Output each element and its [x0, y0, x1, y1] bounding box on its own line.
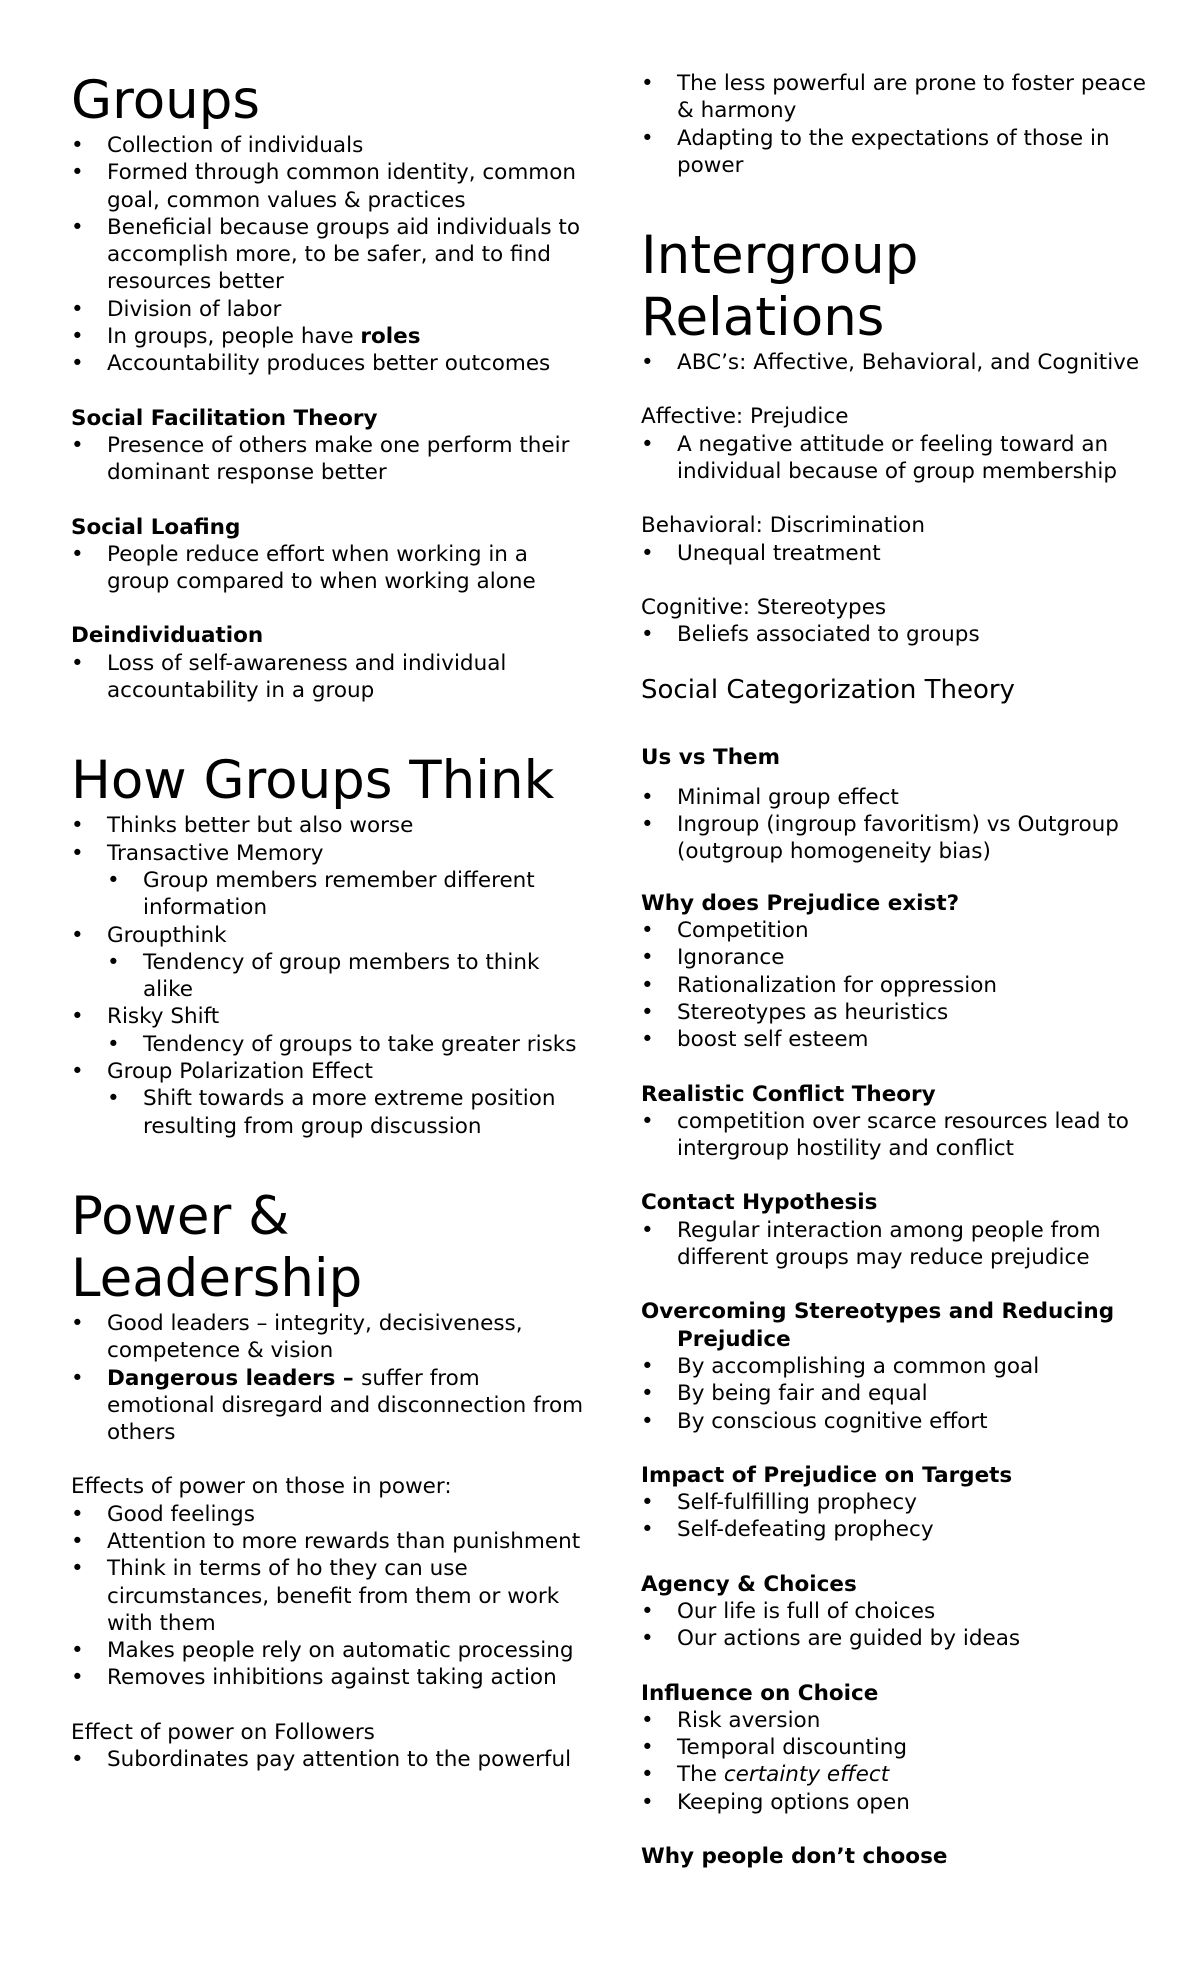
list-item: • Competition [641, 917, 1161, 944]
continued-list [641, 70, 1161, 179]
contact-hypothesis-heading: Contact Hypothesis [641, 1190, 878, 1216]
how-groups-think-title: How Groups Think [71, 750, 555, 812]
list-item: • Keeping options open [641, 1789, 1161, 1816]
list-item: • Removes inhibitions against taking action [71, 1664, 591, 1691]
realistic-conflict-heading: Realistic Conflict Theory [641, 1081, 936, 1107]
roles-prefix: In groups, people have [107, 324, 361, 350]
deindividuation-heading: Deindividuation [71, 623, 264, 649]
social-loafing-heading: Social Loafing [71, 514, 241, 540]
why-prejudice-heading: Why does Prejudice exist? [641, 890, 960, 916]
how-groups-think-list [71, 812, 591, 1140]
social-facilitation-list [71, 432, 591, 487]
effects-in-power-label: Effects of power on those in power: [71, 1474, 452, 1500]
affective-label: Affective: Prejudice [641, 404, 849, 430]
sub-list-item: • Tendency of group members to think alike [71, 949, 591, 1004]
list-item: • competition over scarce resources lead to intergroup hostility and conflict [641, 1108, 1161, 1163]
list-item: • Ignorance [641, 944, 1161, 971]
dangerous-leaders-rest: suffer from emotional disregard and disconnection from others [107, 1365, 584, 1446]
list-item: • Stereotypes as heuristics [641, 999, 1161, 1026]
effect-followers-list [71, 1746, 591, 1773]
list-item: • Transactive Memory [71, 840, 591, 867]
impact-list [641, 1489, 1161, 1544]
list-item: • Division of labor [71, 296, 591, 323]
influence-heading: Influence on Choice [641, 1680, 879, 1706]
behavioral-label: Behavioral: Discrimination [641, 513, 925, 539]
roles-bold: roles [360, 324, 421, 350]
agency-list [641, 1598, 1161, 1653]
intergroup-relations-title: Intergroup Relations [641, 225, 919, 349]
list-item: • Loss of self-awareness and individual accountability in a group [71, 650, 591, 705]
us-vs-them-list [641, 784, 1161, 866]
groups-title: Groups [71, 70, 260, 131]
list-item: • Think in terms of ho they can use circumstances, benefit from them or work with them [71, 1555, 591, 1637]
list-item: • Groupthink [71, 922, 591, 949]
list-item [71, 323, 591, 350]
list-item: • People reduce effort when working in a group compared to when working alone [71, 541, 591, 596]
left-column [71, 0, 591, 1773]
abc-list [641, 349, 1161, 376]
list-item: • Good feelings [71, 1501, 591, 1528]
list-item: • By accomplishing a common goal [641, 1353, 1161, 1380]
list-item: • Minimal group effect [641, 784, 1161, 811]
cognitive-list [641, 621, 1161, 648]
leaders-list [71, 1310, 591, 1446]
list-item: • Regular interaction among people from different groups may reduce prejudice [641, 1217, 1161, 1272]
social-categorization-title: Social Categorization Theory [641, 674, 1015, 705]
certainty-prefix: The [677, 1762, 724, 1788]
list-item: • Temporal discounting [641, 1734, 1161, 1761]
contact-hypothesis-list [641, 1217, 1161, 1272]
list-item: • Collection of individuals [71, 132, 591, 159]
list-item: • Self-defeating prophecy [641, 1516, 1161, 1543]
list-item: • Accountability produces better outcomes [71, 350, 591, 377]
list-item: • Thinks better but also worse [71, 812, 591, 839]
influence-list [641, 1707, 1161, 1816]
list-item: • Attention to more rewards than punishment [71, 1528, 591, 1555]
social-facilitation-heading: Social Facilitation Theory [71, 405, 378, 431]
list-item: • Self-fulfilling prophecy [641, 1489, 1161, 1516]
list-item: • The less powerful are prone to foster peace & harmony [641, 70, 1161, 125]
power-leadership-title: Power & Leadership [71, 1185, 363, 1309]
cognitive-label: Cognitive: Stereotypes [641, 594, 887, 620]
social-loafing-list [71, 541, 591, 596]
certainty-italic: certainty effect [723, 1762, 890, 1788]
behavioral-list [641, 540, 1161, 567]
list-item: • Beneficial because groups aid individuals to accomplish more, to be safer, and to find resources better [71, 214, 591, 296]
agency-heading: Agency & Choices [641, 1571, 857, 1597]
list-item: • Presence of others make one perform their dominant response better [71, 432, 591, 487]
list-item: • Beliefs associated to groups [641, 621, 1161, 648]
list-item: • ABC’s: Affective, Behavioral, and Cognitive [641, 349, 1161, 376]
why-prejudice-list [641, 917, 1161, 1053]
list-item: • A negative attitude or feeling toward an individual because of group membership [641, 431, 1161, 486]
list-item: • Subordinates pay attention to the powerful [71, 1746, 591, 1773]
right-column [641, 0, 1161, 1870]
list-item: • Our actions are guided by ideas [641, 1625, 1161, 1652]
list-item [71, 1365, 591, 1447]
list-item: • Group Polarization Effect [71, 1058, 591, 1085]
sub-list-item: • Shift towards a more extreme position resulting from group discussion [71, 1085, 591, 1140]
list-item: • Rationalization for oppression [641, 972, 1161, 999]
effect-followers-label: Effect of power on Followers [71, 1719, 375, 1745]
impact-heading: Impact of Prejudice on Targets [641, 1462, 1013, 1488]
affective-list [641, 431, 1161, 486]
realistic-conflict-list [641, 1108, 1161, 1163]
list-item: • Risky Shift [71, 1003, 591, 1030]
list-item: • Unequal treatment [641, 540, 1161, 567]
list-item: • Our life is full of choices [641, 1598, 1161, 1625]
list-item: • Makes people rely on automatic processing [71, 1637, 591, 1664]
list-item: • Adapting to the expectations of those in power [641, 125, 1161, 180]
effects-in-power-list [71, 1501, 591, 1692]
list-item: • Risk aversion [641, 1707, 1161, 1734]
list-item: • Good leaders – integrity, decisiveness, competence & vision [71, 1310, 591, 1365]
list-item: • Formed through common identity, common goal, common values & practices [71, 159, 591, 214]
sub-list-item: • Tendency of groups to take greater risks [71, 1031, 591, 1058]
list-item: • By being fair and equal [641, 1380, 1161, 1407]
overcoming-list [641, 1353, 1161, 1435]
groups-list [71, 132, 591, 378]
list-item: • boost self esteem [641, 1026, 1161, 1053]
us-vs-them-heading: Us vs Them [641, 744, 780, 770]
list-item [641, 1761, 1161, 1788]
dangerous-leaders-bold: Dangerous leaders – [107, 1365, 362, 1391]
deindividuation-list [71, 650, 591, 705]
why-dont-choose-heading: Why people don’t choose [641, 1844, 948, 1870]
sub-list-item: • Group members remember different information [71, 867, 591, 922]
list-item: • Ingroup (ingroup favoritism) vs Outgroup (outgroup homogeneity bias) [641, 811, 1161, 866]
overcoming-heading: Overcoming Stereotypes and Reducing Prejudice [641, 1299, 1115, 1352]
list-item: • By conscious cognitive effort [641, 1408, 1161, 1435]
